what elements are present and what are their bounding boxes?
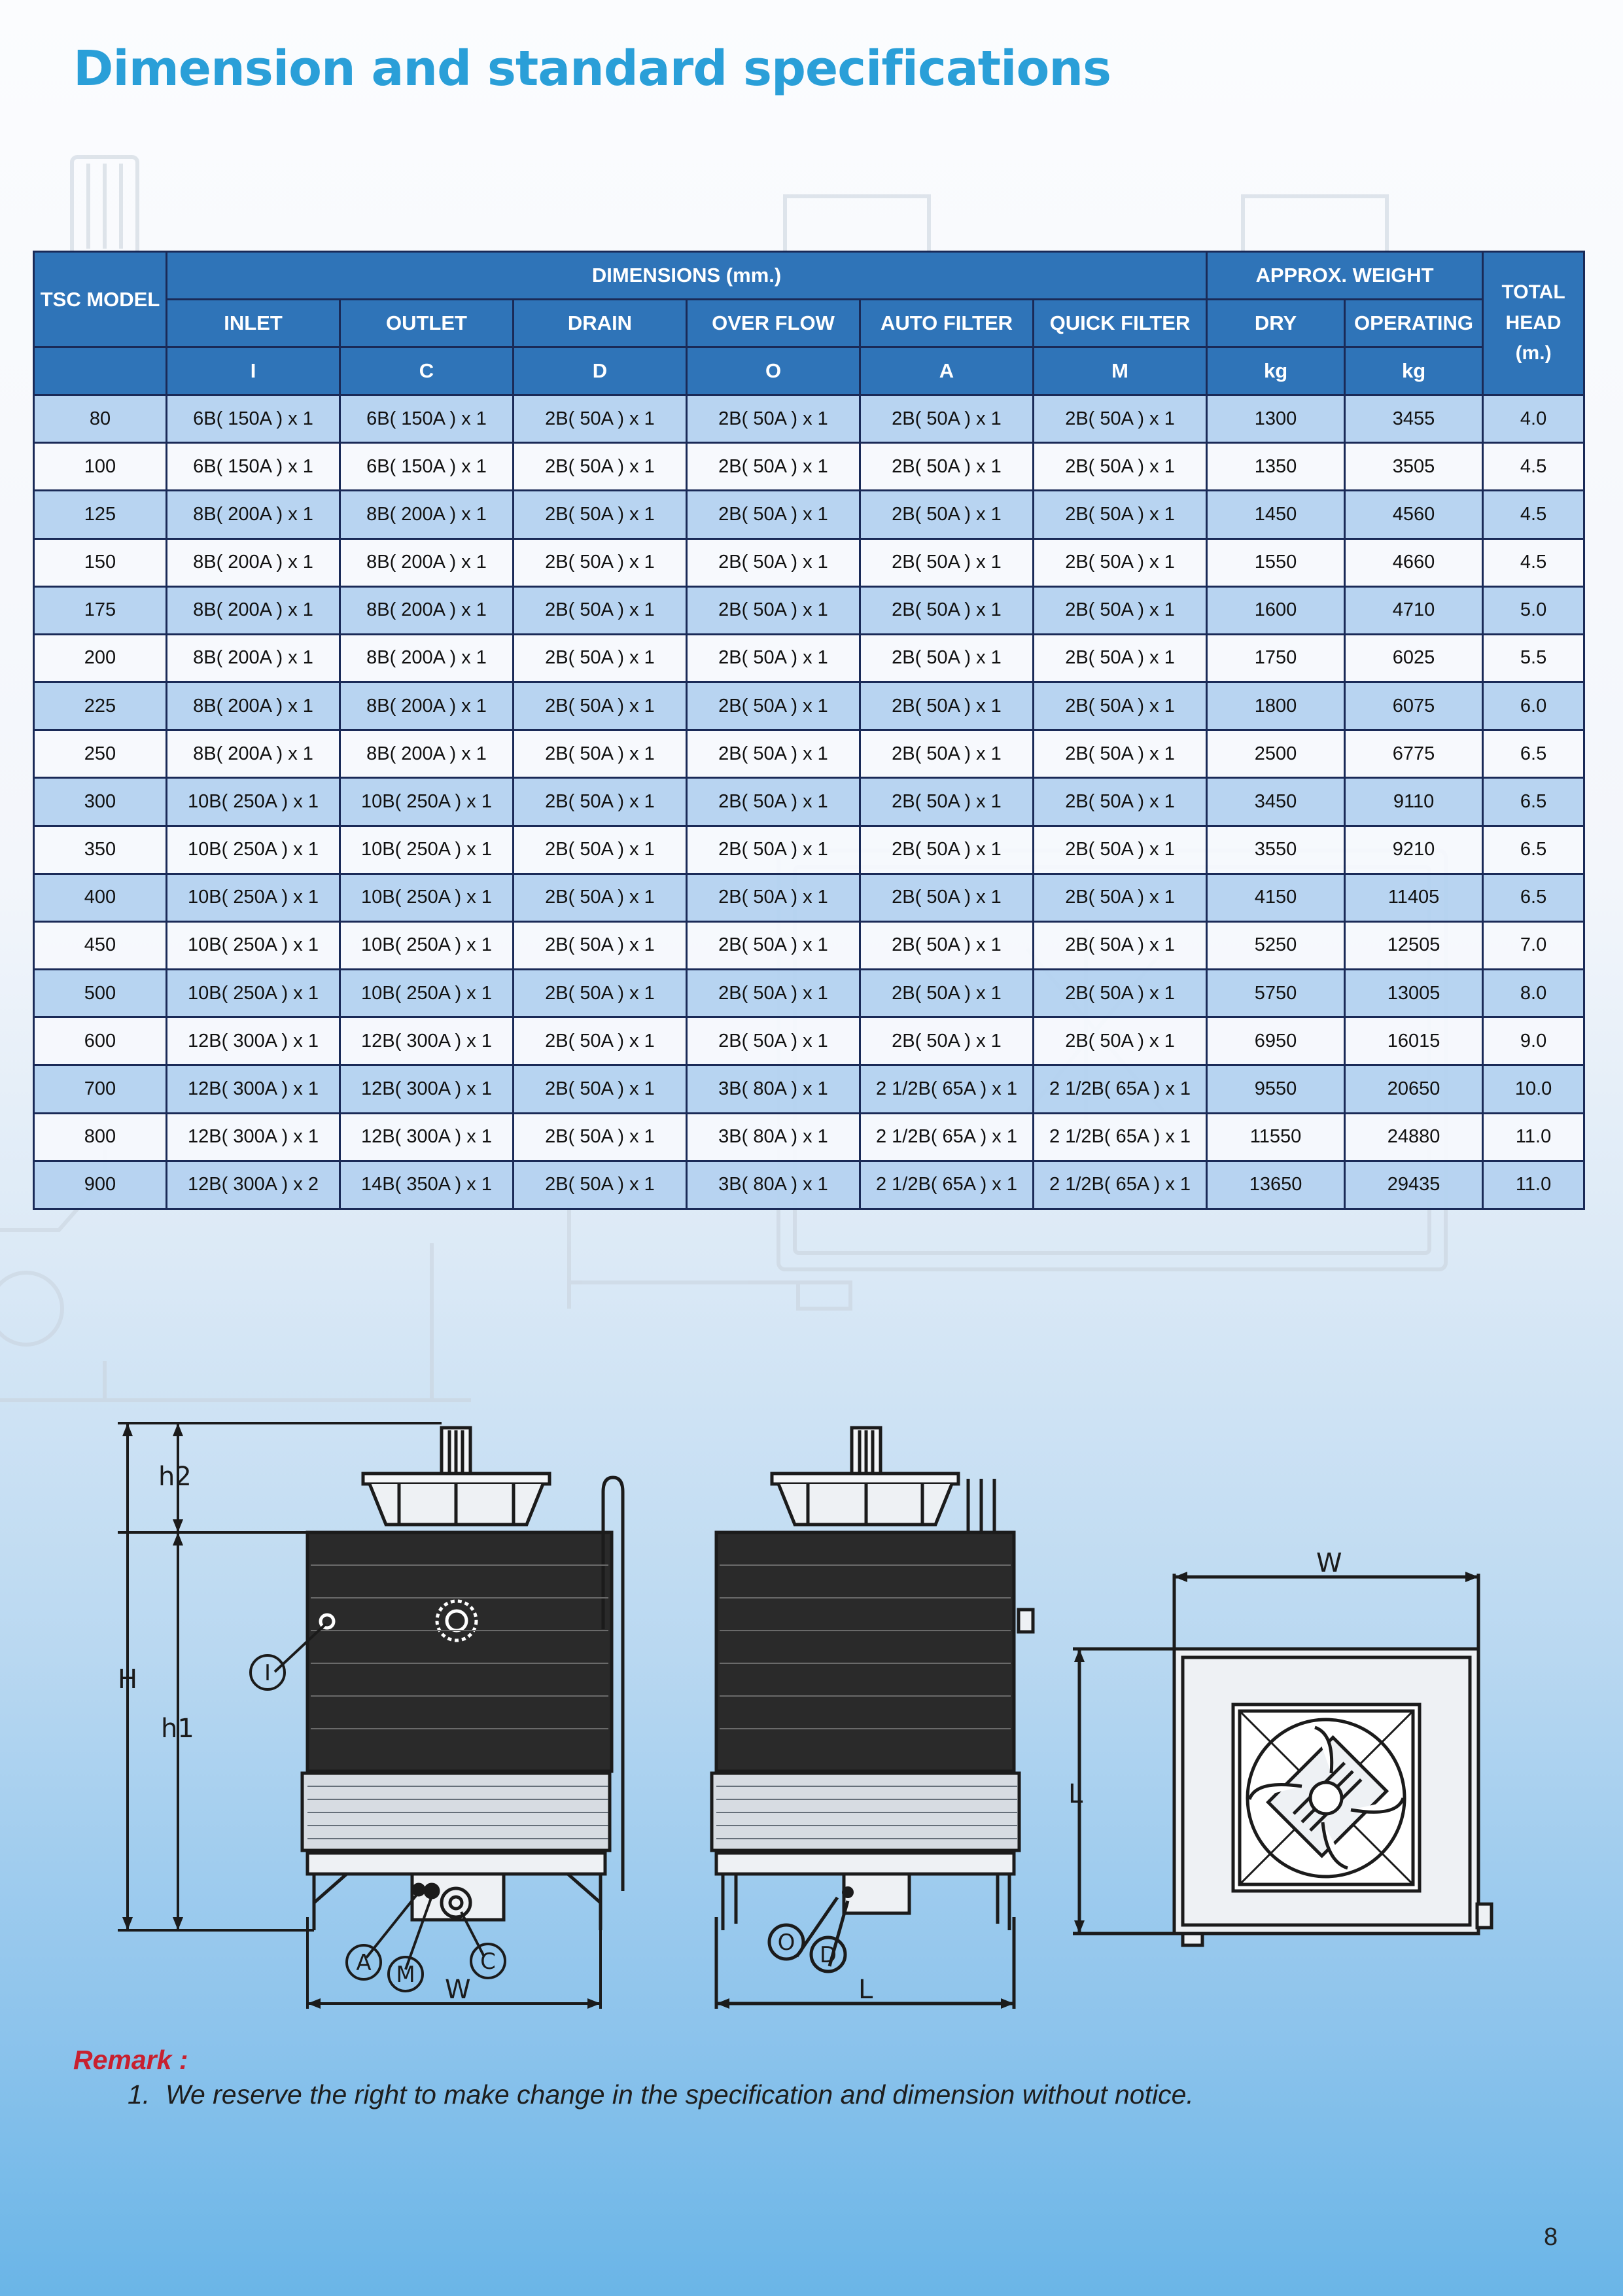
cell-auto-filter: 2B( 50A ) x 1 <box>860 730 1034 778</box>
remark-item-number: 1. <box>128 2079 150 2110</box>
header-outlet: OUTLET <box>340 300 514 347</box>
cell-outlet: 8B( 200A ) x 1 <box>340 491 514 539</box>
cell-over-flow: 2B( 50A ) x 1 <box>687 491 860 539</box>
cell-outlet: 10B( 250A ) x 1 <box>340 778 514 826</box>
cell-quick-filter: 2B( 50A ) x 1 <box>1034 970 1207 1017</box>
callout-inlet: I <box>264 1660 271 1686</box>
cell-over-flow: 2B( 50A ) x 1 <box>687 826 860 874</box>
header-unit: kg <box>1207 347 1345 395</box>
table-row <box>34 586 1584 634</box>
cell-operating-weight: 24880 <box>1345 1113 1483 1161</box>
dim-label-l-top: L <box>1068 1779 1083 1809</box>
cell-drain: 2B( 50A ) x 1 <box>514 1017 687 1065</box>
cell-over-flow: 2B( 50A ) x 1 <box>687 921 860 969</box>
cell-drain: 2B( 50A ) x 1 <box>514 682 687 730</box>
table-row <box>34 539 1584 586</box>
front-view-drawing <box>118 1423 623 2009</box>
dim-label-l-side: L <box>858 1975 873 2005</box>
cell-model: 900 <box>34 1161 167 1209</box>
cell-inlet: 10B( 250A ) x 1 <box>167 921 340 969</box>
cell-dry-weight: 4150 <box>1207 874 1345 921</box>
side-view-drawing <box>712 1428 1033 2009</box>
cell-dry-weight: 5250 <box>1207 921 1345 969</box>
cell-total-head: 11.0 <box>1483 1161 1584 1209</box>
header-symbol: I <box>167 347 340 395</box>
cell-inlet: 10B( 250A ) x 1 <box>167 778 340 826</box>
cell-total-head: 10.0 <box>1483 1065 1584 1113</box>
cell-quick-filter: 2B( 50A ) x 1 <box>1034 491 1207 539</box>
cell-drain: 2B( 50A ) x 1 <box>514 1113 687 1161</box>
table-row <box>34 1065 1584 1113</box>
cell-auto-filter: 2B( 50A ) x 1 <box>860 443 1034 491</box>
table-row <box>34 970 1584 1017</box>
cell-outlet: 14B( 350A ) x 1 <box>340 1161 514 1209</box>
cell-total-head: 6.0 <box>1483 682 1584 730</box>
cell-over-flow: 2B( 50A ) x 1 <box>687 970 860 1017</box>
table-row <box>34 395 1584 443</box>
cell-inlet: 8B( 200A ) x 1 <box>167 586 340 634</box>
cell-total-head: 4.5 <box>1483 539 1584 586</box>
cell-model: 700 <box>34 1065 167 1113</box>
cell-operating-weight: 11405 <box>1345 874 1483 921</box>
total-head-line: TOTAL <box>1501 281 1565 304</box>
cell-drain: 2B( 50A ) x 1 <box>514 778 687 826</box>
remark-item-text: We reserve the right to make change in the specification and dimension without notice. <box>166 2079 1194 2110</box>
cell-auto-filter: 2B( 50A ) x 1 <box>860 921 1034 969</box>
cell-inlet: 8B( 200A ) x 1 <box>167 491 340 539</box>
cell-inlet: 12B( 300A ) x 1 <box>167 1065 340 1113</box>
dim-label-h2: h2 <box>158 1462 192 1492</box>
cell-quick-filter: 2 1/2B( 65A ) x 1 <box>1034 1113 1207 1161</box>
cell-quick-filter: 2B( 50A ) x 1 <box>1034 443 1207 491</box>
cell-drain: 2B( 50A ) x 1 <box>514 395 687 443</box>
cell-outlet: 8B( 200A ) x 1 <box>340 586 514 634</box>
cell-inlet: 6B( 150A ) x 1 <box>167 443 340 491</box>
cell-model: 150 <box>34 539 167 586</box>
cell-dry-weight: 11550 <box>1207 1113 1345 1161</box>
dim-label-h1: h1 <box>161 1714 194 1744</box>
cell-operating-weight: 9210 <box>1345 826 1483 874</box>
cell-operating-weight: 12505 <box>1345 921 1483 969</box>
cell-operating-weight: 4660 <box>1345 539 1483 586</box>
cell-over-flow: 2B( 50A ) x 1 <box>687 778 860 826</box>
table-row <box>34 1017 1584 1065</box>
cell-auto-filter: 2B( 50A ) x 1 <box>860 970 1034 1017</box>
cell-outlet: 12B( 300A ) x 1 <box>340 1065 514 1113</box>
cell-model: 300 <box>34 778 167 826</box>
cell-quick-filter: 2B( 50A ) x 1 <box>1034 1017 1207 1065</box>
cell-auto-filter: 2B( 50A ) x 1 <box>860 874 1034 921</box>
cell-model: 200 <box>34 634 167 682</box>
specification-table <box>33 251 1585 1210</box>
dim-label-w-front: W <box>445 1975 471 2005</box>
header-inlet: INLET <box>167 300 340 347</box>
cell-total-head: 4.0 <box>1483 395 1584 443</box>
cell-drain: 2B( 50A ) x 1 <box>514 970 687 1017</box>
table-row <box>34 1113 1584 1161</box>
callout-outlet: C <box>480 1949 496 1975</box>
cell-model: 225 <box>34 682 167 730</box>
cell-auto-filter: 2B( 50A ) x 1 <box>860 826 1034 874</box>
cell-drain: 2B( 50A ) x 1 <box>514 730 687 778</box>
table-row <box>34 443 1584 491</box>
cell-model: 250 <box>34 730 167 778</box>
cell-drain: 2B( 50A ) x 1 <box>514 634 687 682</box>
header-auto-filter: AUTO FILTER <box>860 300 1034 347</box>
cell-operating-weight: 16015 <box>1345 1017 1483 1065</box>
cell-drain: 2B( 50A ) x 1 <box>514 586 687 634</box>
top-view-drawing <box>1068 1548 1492 1945</box>
cell-quick-filter: 2B( 50A ) x 1 <box>1034 586 1207 634</box>
cell-quick-filter: 2B( 50A ) x 1 <box>1034 682 1207 730</box>
cell-model: 100 <box>34 443 167 491</box>
cell-dry-weight: 5750 <box>1207 970 1345 1017</box>
cell-over-flow: 3B( 80A ) x 1 <box>687 1161 860 1209</box>
header-drain: DRAIN <box>514 300 687 347</box>
cell-model: 350 <box>34 826 167 874</box>
cell-drain: 2B( 50A ) x 1 <box>514 1065 687 1113</box>
header-unit: kg <box>1345 347 1483 395</box>
cell-dry-weight: 3550 <box>1207 826 1345 874</box>
callout-auto-filter: A <box>356 1950 372 1976</box>
remark-item <box>128 2079 1194 2110</box>
cell-inlet: 12B( 300A ) x 2 <box>167 1161 340 1209</box>
header-symbol: A <box>860 347 1034 395</box>
callout-overflow: O <box>777 1930 795 1956</box>
cell-total-head: 7.0 <box>1483 921 1584 969</box>
cell-total-head: 5.5 <box>1483 634 1584 682</box>
cell-inlet: 10B( 250A ) x 1 <box>167 970 340 1017</box>
cell-outlet: 6B( 150A ) x 1 <box>340 395 514 443</box>
table-row <box>34 682 1584 730</box>
cell-operating-weight: 6025 <box>1345 634 1483 682</box>
table-row <box>34 634 1584 682</box>
cell-operating-weight: 3455 <box>1345 395 1483 443</box>
page-title: Dimension and standard specifications <box>73 41 1111 97</box>
cell-dry-weight: 1550 <box>1207 539 1345 586</box>
cell-operating-weight: 3505 <box>1345 443 1483 491</box>
cell-model: 400 <box>34 874 167 921</box>
page-number: 8 <box>1544 2223 1558 2251</box>
cell-dry-weight: 1450 <box>1207 491 1345 539</box>
cell-total-head: 5.0 <box>1483 586 1584 634</box>
cell-inlet: 8B( 200A ) x 1 <box>167 539 340 586</box>
cell-over-flow: 2B( 50A ) x 1 <box>687 730 860 778</box>
callout-drain: D <box>819 1942 837 1968</box>
cell-auto-filter: 2B( 50A ) x 1 <box>860 634 1034 682</box>
table-header <box>34 252 1584 395</box>
cell-total-head: 11.0 <box>1483 1113 1584 1161</box>
cell-operating-weight: 9110 <box>1345 778 1483 826</box>
cell-quick-filter: 2B( 50A ) x 1 <box>1034 778 1207 826</box>
cell-auto-filter: 2 1/2B( 65A ) x 1 <box>860 1113 1034 1161</box>
callout-quick-filter: M <box>396 1962 415 1988</box>
cell-total-head: 8.0 <box>1483 970 1584 1017</box>
cell-over-flow: 2B( 50A ) x 1 <box>687 874 860 921</box>
cell-over-flow: 2B( 50A ) x 1 <box>687 1017 860 1065</box>
header-total-head <box>1483 252 1584 395</box>
header-over-flow: OVER FLOW <box>687 300 860 347</box>
cell-auto-filter: 2B( 50A ) x 1 <box>860 682 1034 730</box>
cell-outlet: 12B( 300A ) x 1 <box>340 1113 514 1161</box>
cell-model: 80 <box>34 395 167 443</box>
cell-total-head: 6.5 <box>1483 778 1584 826</box>
cell-operating-weight: 6075 <box>1345 682 1483 730</box>
cell-dry-weight: 2500 <box>1207 730 1345 778</box>
dim-label-w-top: W <box>1316 1548 1342 1578</box>
cell-auto-filter: 2 1/2B( 65A ) x 1 <box>860 1065 1034 1113</box>
header-operating: OPERATING <box>1345 300 1483 347</box>
cell-total-head: 4.5 <box>1483 443 1584 491</box>
cell-operating-weight: 6775 <box>1345 730 1483 778</box>
cell-over-flow: 3B( 80A ) x 1 <box>687 1065 860 1113</box>
cell-dry-weight: 1800 <box>1207 682 1345 730</box>
cell-outlet: 10B( 250A ) x 1 <box>340 874 514 921</box>
cell-auto-filter: 2B( 50A ) x 1 <box>860 395 1034 443</box>
header-weight-group: APPROX. WEIGHT <box>1207 252 1483 300</box>
cell-operating-weight: 4710 <box>1345 586 1483 634</box>
cell-drain: 2B( 50A ) x 1 <box>514 1161 687 1209</box>
table-body <box>34 395 1584 1209</box>
cell-quick-filter: 2B( 50A ) x 1 <box>1034 539 1207 586</box>
table-row <box>34 826 1584 874</box>
cell-quick-filter: 2B( 50A ) x 1 <box>1034 874 1207 921</box>
cell-over-flow: 2B( 50A ) x 1 <box>687 586 860 634</box>
cell-dry-weight: 3450 <box>1207 778 1345 826</box>
dim-label-H: H <box>118 1665 138 1695</box>
header-symbol: C <box>340 347 514 395</box>
cell-dry-weight: 13650 <box>1207 1161 1345 1209</box>
table-row <box>34 491 1584 539</box>
cell-auto-filter: 2B( 50A ) x 1 <box>860 539 1034 586</box>
cell-model: 125 <box>34 491 167 539</box>
cell-outlet: 8B( 200A ) x 1 <box>340 682 514 730</box>
header-tsc-model: TSC MODEL <box>34 252 167 347</box>
table-row <box>34 921 1584 969</box>
cell-over-flow: 3B( 80A ) x 1 <box>687 1113 860 1161</box>
cell-quick-filter: 2B( 50A ) x 1 <box>1034 730 1207 778</box>
cell-model: 800 <box>34 1113 167 1161</box>
cell-total-head: 6.5 <box>1483 874 1584 921</box>
cell-outlet: 8B( 200A ) x 1 <box>340 539 514 586</box>
cell-quick-filter: 2B( 50A ) x 1 <box>1034 395 1207 443</box>
cell-drain: 2B( 50A ) x 1 <box>514 539 687 586</box>
header-symbol: D <box>514 347 687 395</box>
cell-total-head: 4.5 <box>1483 491 1584 539</box>
cell-model: 175 <box>34 586 167 634</box>
cell-total-head: 9.0 <box>1483 1017 1584 1065</box>
cell-outlet: 8B( 200A ) x 1 <box>340 634 514 682</box>
header-symbol: M <box>1034 347 1207 395</box>
cell-quick-filter: 2B( 50A ) x 1 <box>1034 826 1207 874</box>
cell-over-flow: 2B( 50A ) x 1 <box>687 443 860 491</box>
cell-over-flow: 2B( 50A ) x 1 <box>687 395 860 443</box>
cell-drain: 2B( 50A ) x 1 <box>514 826 687 874</box>
cell-model: 450 <box>34 921 167 969</box>
cell-inlet: 10B( 250A ) x 1 <box>167 874 340 921</box>
cell-over-flow: 2B( 50A ) x 1 <box>687 634 860 682</box>
header-dry: DRY <box>1207 300 1345 347</box>
cell-total-head: 6.5 <box>1483 826 1584 874</box>
cell-drain: 2B( 50A ) x 1 <box>514 491 687 539</box>
cell-dry-weight: 9550 <box>1207 1065 1345 1113</box>
cell-outlet: 10B( 250A ) x 1 <box>340 826 514 874</box>
cell-dry-weight: 6950 <box>1207 1017 1345 1065</box>
cell-total-head: 6.5 <box>1483 730 1584 778</box>
cell-auto-filter: 2B( 50A ) x 1 <box>860 491 1034 539</box>
header-quick-filter: QUICK FILTER <box>1034 300 1207 347</box>
cell-outlet: 10B( 250A ) x 1 <box>340 921 514 969</box>
header-model-spacer <box>34 347 167 395</box>
cell-inlet: 12B( 300A ) x 1 <box>167 1113 340 1161</box>
header-dimensions-group: DIMENSIONS (mm.) <box>167 252 1207 300</box>
cell-auto-filter: 2B( 50A ) x 1 <box>860 1017 1034 1065</box>
cell-auto-filter: 2B( 50A ) x 1 <box>860 586 1034 634</box>
cell-outlet: 12B( 300A ) x 1 <box>340 1017 514 1065</box>
cell-operating-weight: 4560 <box>1345 491 1483 539</box>
cell-outlet: 6B( 150A ) x 1 <box>340 443 514 491</box>
cell-quick-filter: 2B( 50A ) x 1 <box>1034 634 1207 682</box>
cell-dry-weight: 1750 <box>1207 634 1345 682</box>
cell-inlet: 8B( 200A ) x 1 <box>167 730 340 778</box>
cell-drain: 2B( 50A ) x 1 <box>514 874 687 921</box>
cell-inlet: 8B( 200A ) x 1 <box>167 634 340 682</box>
cell-over-flow: 2B( 50A ) x 1 <box>687 682 860 730</box>
cell-drain: 2B( 50A ) x 1 <box>514 921 687 969</box>
remark-title: Remark : <box>73 2045 188 2075</box>
cooling-tower-drawings <box>0 1394 1623 2035</box>
cell-quick-filter: 2 1/2B( 65A ) x 1 <box>1034 1161 1207 1209</box>
total-head-line: HEAD <box>1505 311 1562 334</box>
cell-over-flow: 2B( 50A ) x 1 <box>687 539 860 586</box>
cell-auto-filter: 2B( 50A ) x 1 <box>860 778 1034 826</box>
cell-inlet: 6B( 150A ) x 1 <box>167 395 340 443</box>
cell-operating-weight: 29435 <box>1345 1161 1483 1209</box>
cell-outlet: 8B( 200A ) x 1 <box>340 730 514 778</box>
cell-operating-weight: 13005 <box>1345 970 1483 1017</box>
cell-model: 500 <box>34 970 167 1017</box>
cell-quick-filter: 2B( 50A ) x 1 <box>1034 921 1207 969</box>
cell-inlet: 8B( 200A ) x 1 <box>167 682 340 730</box>
cell-auto-filter: 2 1/2B( 65A ) x 1 <box>860 1161 1034 1209</box>
cell-inlet: 12B( 300A ) x 1 <box>167 1017 340 1065</box>
cell-dry-weight: 1300 <box>1207 395 1345 443</box>
cell-model: 600 <box>34 1017 167 1065</box>
table-row <box>34 1161 1584 1209</box>
cell-operating-weight: 20650 <box>1345 1065 1483 1113</box>
cell-inlet: 10B( 250A ) x 1 <box>167 826 340 874</box>
table-row <box>34 778 1584 826</box>
total-head-line: (m.) <box>1515 342 1552 364</box>
cell-drain: 2B( 50A ) x 1 <box>514 443 687 491</box>
cell-dry-weight: 1600 <box>1207 586 1345 634</box>
header-symbol: O <box>687 347 860 395</box>
cell-dry-weight: 1350 <box>1207 443 1345 491</box>
cell-quick-filter: 2 1/2B( 65A ) x 1 <box>1034 1065 1207 1113</box>
table-row <box>34 730 1584 778</box>
table-row <box>34 874 1584 921</box>
cell-outlet: 10B( 250A ) x 1 <box>340 970 514 1017</box>
